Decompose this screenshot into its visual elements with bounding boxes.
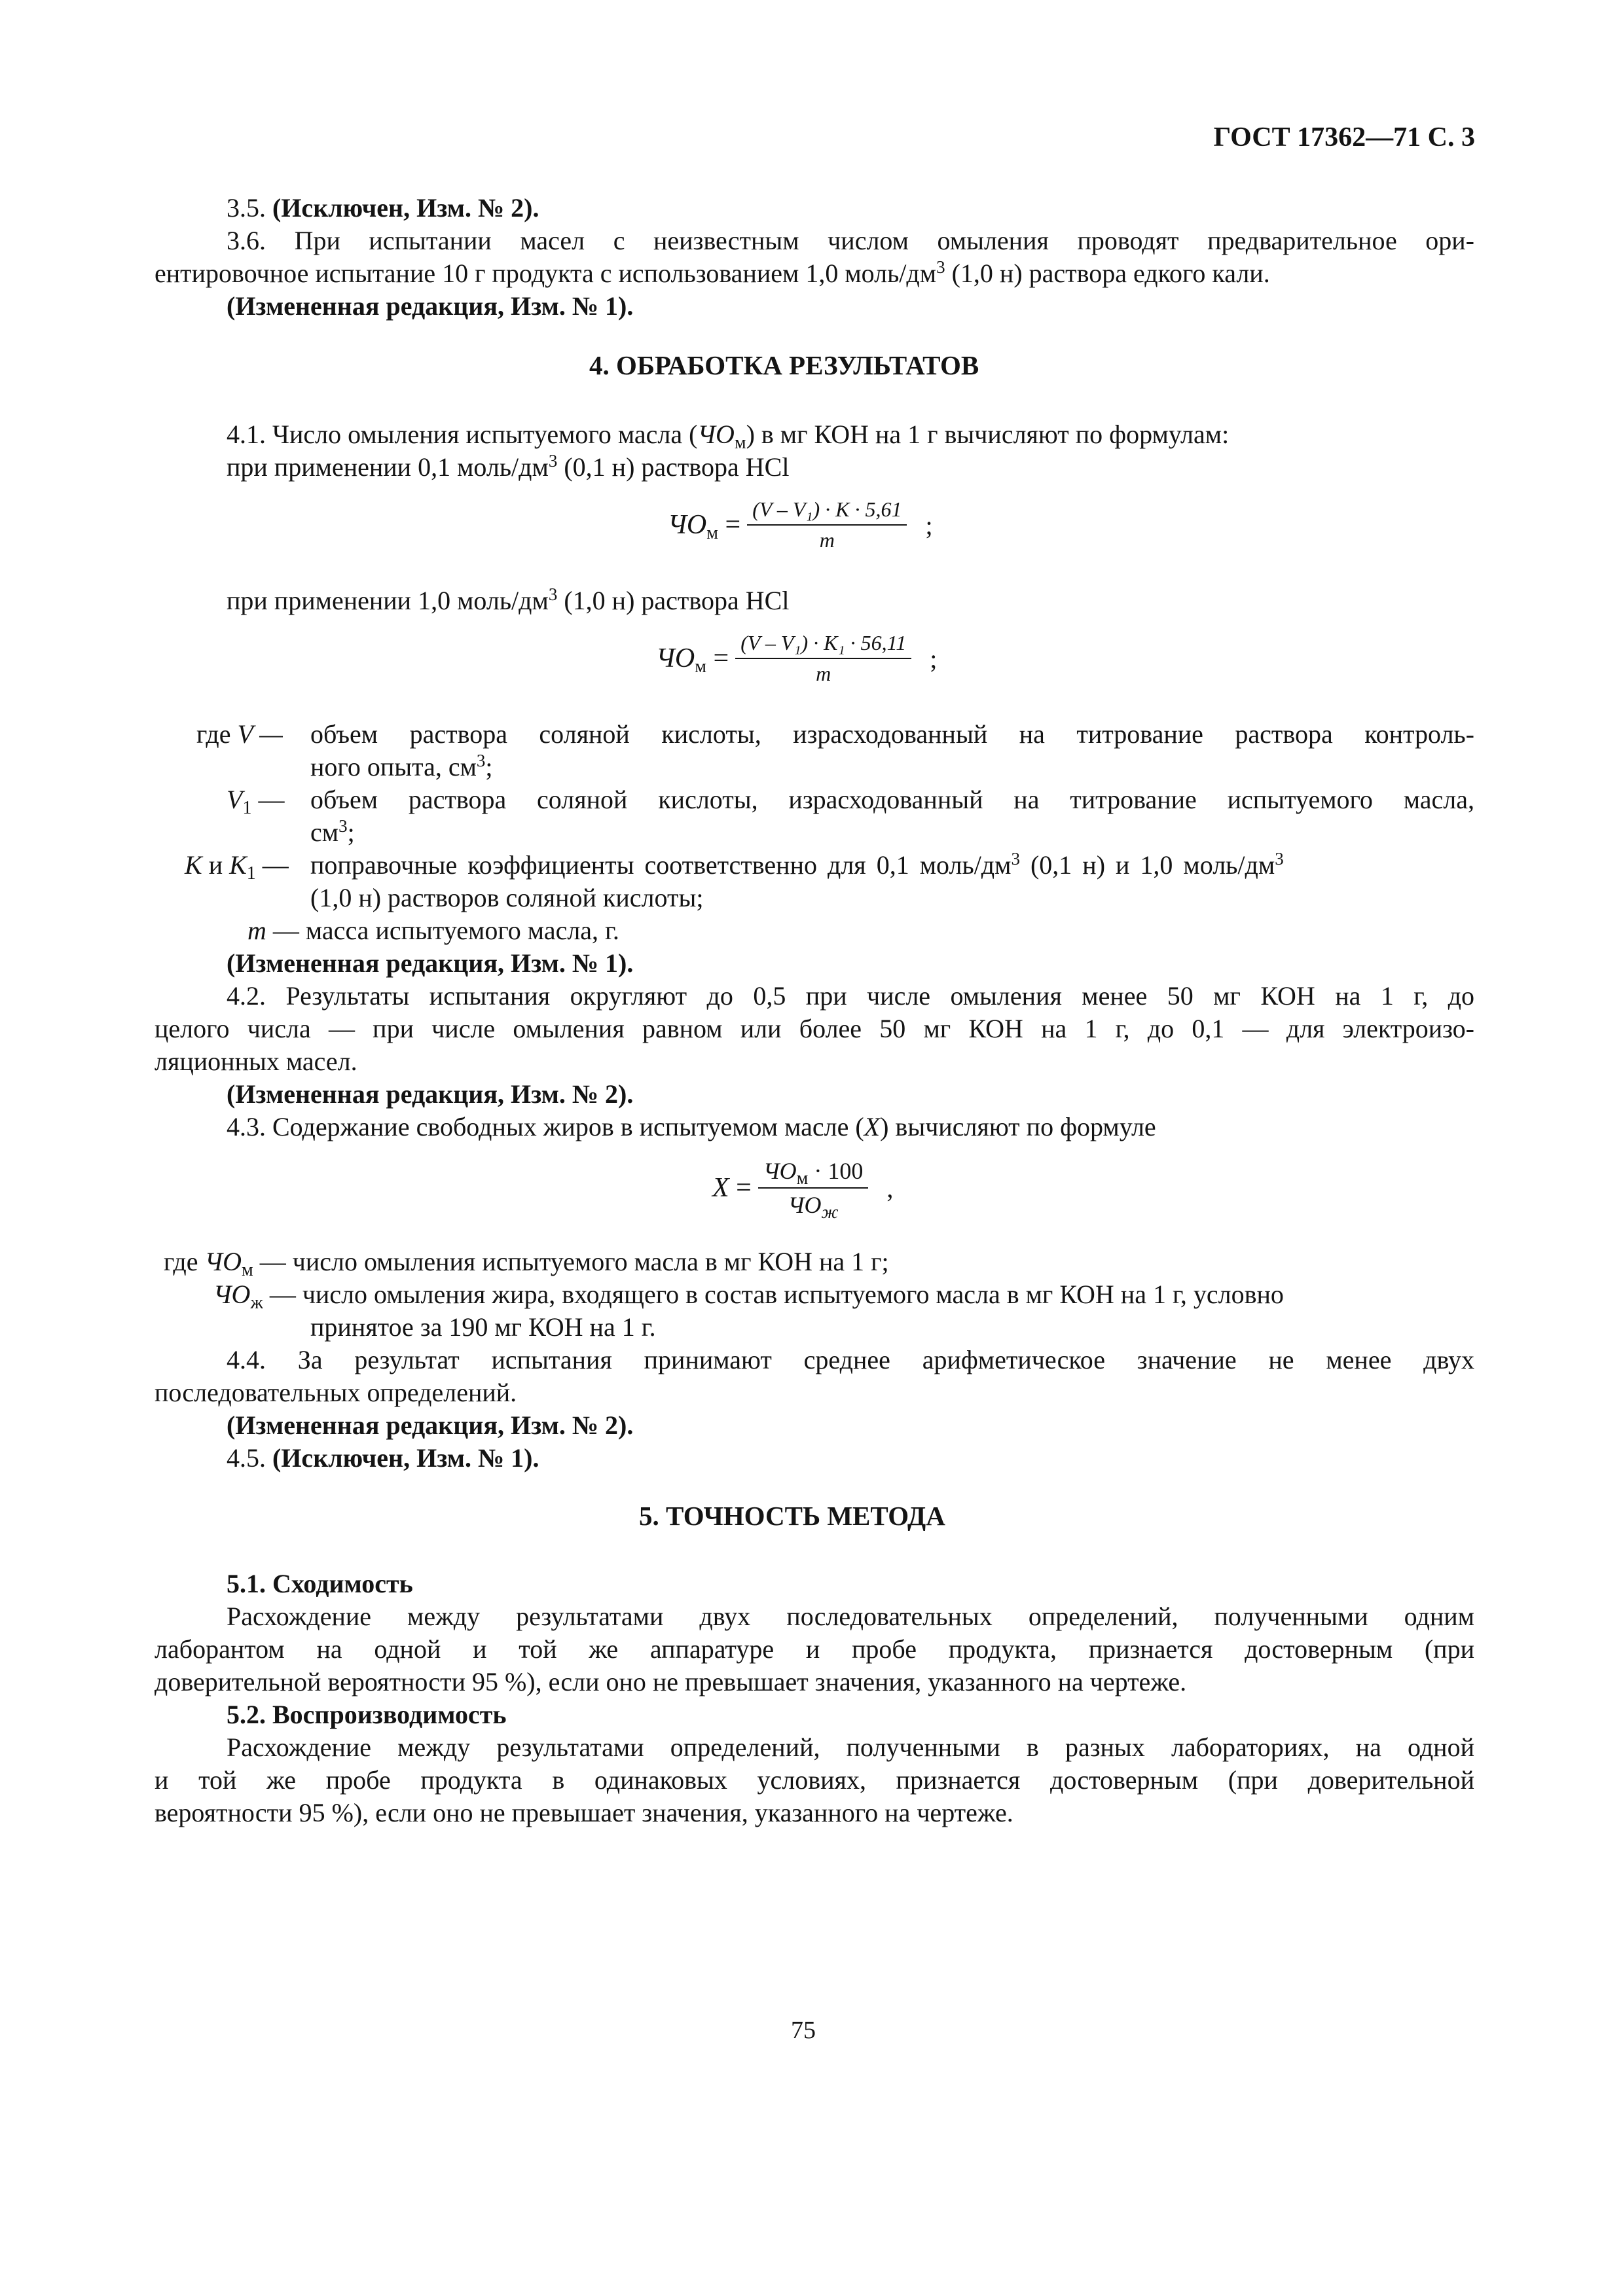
subsection-5-1-line-1: Расхождение между результатами двух последовательных определений, полученными одним [227,1602,1474,1631]
superscript: 3 [548,584,558,604]
text-run: (1,0 н) раствора едкого кали. [945,259,1270,288]
clause-4-4-line-1: 4.4. За результат испытания принимают среднее арифметическое значение не менее двух [227,1345,1474,1374]
subscript: м [706,523,718,543]
definition-v-line-1: объем раствора соляной кислоты, израсходованный на титрование раствора контроль- [310,719,1474,749]
definition-v-line-2 [310,751,493,782]
clause-3-5 [227,192,539,224]
text-run: (0,1 н) и 1,0 моль/дм [1019,850,1275,880]
definition-label-k [185,850,289,884]
subsection-title-5-2: 5.2. Воспроизводимость [227,1700,507,1729]
superscript: 3 [936,257,945,277]
numerator [758,1157,869,1189]
superscript: 3 [1275,849,1284,869]
text-run: где [164,1247,198,1276]
equals-sign: = [729,1173,752,1203]
clause-4-2-line-2: целого числа — при числе омыления равном или более 50 мг КОН на 1 г, до 0,1 — для электроизо- [155,1014,1474,1043]
formula-3 [712,1157,894,1223]
symbol: m [247,916,266,945]
definition-chozh-line-2: принятое за 190 мг КОН на 1 г. [310,1312,656,1342]
symbol: ЧО [788,1192,822,1218]
clause-excluded-note: (Исключен, Изм. № 1). [272,1443,539,1473]
amendment-note: (Измененная редакция, Изм. № 2). [227,1079,634,1109]
clause-4-1-line-2 [227,452,789,483]
superscript: 3 [476,751,486,770]
symbol: V [227,785,243,814]
definition-k-line-2: (1,0 н) растворов соляной кислоты; [310,883,704,912]
equals-sign: = [718,510,741,540]
subscript: ж [821,1202,839,1223]
text-run: поправочные коэффициенты соответственно для 0,1 моль/дм [310,850,1012,880]
superscript: 3 [338,816,348,836]
symbol: ЧО [697,420,735,449]
symbol: ЧО [204,1247,242,1276]
subsection-5-2-line-1: Расхождение между результатами определений, полученными в разных лабораториях, на одной [227,1732,1474,1762]
denominator: m [816,662,831,685]
text-run: ) вычисляют по формуле [880,1112,1156,1141]
symbol: ЧО [763,1158,797,1184]
text-run: при применении 1,0 моль/дм [227,586,549,615]
subsection-5-2-line-3: вероятности 95 %), если оно не превышает значения, указанного на чертеже. [155,1798,1013,1827]
text-run: ентировочное испытание 10 г продукта с использованием 1,0 моль/дм [155,259,937,288]
page-header: ГОСТ 17362—71 С. 3 [1213,122,1475,152]
text-run: — [251,785,285,814]
fraction [747,497,907,552]
amendment-note: (Измененная редакция, Изм. № 1). [227,948,634,978]
symbol: ЧО [668,510,707,540]
clause-4-4-line-2: последовательных определений. [155,1378,517,1407]
formula-lhs [656,643,729,677]
fraction [735,631,911,686]
text-run: 4.3. Содержание свободных жиров в испытуемом масле ( [227,1112,864,1141]
symbol: K [185,850,202,880]
amendment-note: (Измененная редакция, Изм. № 2). [227,1410,634,1440]
text-run: — [255,850,289,880]
symbol: X [864,1112,881,1141]
text-run: ; [485,752,493,781]
clause-4-1-line-1 [227,419,1230,453]
clause-4-1-line-3 [227,585,789,617]
punctuation: , [886,1173,894,1203]
clause-3-6-line-1: 3.6. При испытании масел с неизвестным числом омыления проводят предварительное ори- [227,226,1474,255]
subscript: м [695,656,706,677]
equals-sign: = [706,643,729,673]
clause-4-5 [227,1443,539,1474]
subsection-5-2-line-2: и той же пробе продукта в одинаковых условиях, признается достоверным (при доверительной [155,1765,1474,1795]
clause-number: 3.5. [227,193,266,223]
text-run: при применении 0,1 моль/дм [227,452,549,482]
text-run: (0,1 н) раствора HCl [557,452,790,482]
definition-v1-line-2 [310,817,355,848]
amendment-note: (Измененная редакция, Изм. № 1). [227,291,634,321]
denominator: m [819,528,835,552]
subsection-5-1-line-2: лаборантом на одной и той же аппаратуре и пробе продукта, признается достоверным (при [155,1634,1474,1664]
punctuation: ; [930,643,938,673]
formula-lhs [668,509,740,541]
superscript: 3 [1011,849,1020,869]
subscript: 1 [242,798,252,818]
subsection-title-5-1: 5.1. Сходимость [227,1569,413,1598]
formula-1 [668,497,933,552]
symbol: X [712,1173,729,1203]
clause-4-3 [227,1111,1156,1143]
text-run: (1,0 н) раствора HCl [557,586,790,615]
punctuation: ; [925,510,933,540]
text-run: · 100 [808,1158,864,1184]
definition-k-line-1 [310,850,1474,880]
clause-excluded-note: (Исключен, Изм. № 2). [272,193,539,223]
clause-number: 4.5. [227,1443,266,1473]
superscript: 3 [548,451,558,471]
fraction [758,1157,869,1223]
subsection-5-1-line-3: доверительной вероятности 95 %), если оно не превышает значения, указанного на чертеже. [155,1667,1187,1696]
clause-4-2-line-1: 4.2. Результаты испытания округляют до 0,5 при числе омыления менее 50 мг КОН на 1 г, до [227,981,1474,1011]
formula-lhs [712,1172,752,1204]
text-run: — масса испытуемого масла, г. [266,916,619,945]
symbol: V — [237,719,283,749]
numerator: (V – V₁) · K · 5,61 [747,497,907,526]
text-run: — число омыления жира, входящего в состав испытуемого масла в мг КОН на 1 г, условно [263,1280,1284,1309]
definition-m [247,915,619,946]
numerator: (V – V₁) · K₁ · 56,11 [735,631,911,659]
symbol: ЧО [656,643,695,673]
definition-label-v1 [227,784,285,818]
definition-v1-line-1: объем раствора соляной кислоты, израсходованный на титрование испытуемого масла, [310,785,1474,814]
clause-4-2-line-3: ляционных масел. [155,1047,357,1076]
section-heading-5: 5. ТОЧНОСТЬ МЕТОДА [639,1501,945,1531]
subscript: 1 [246,863,256,884]
subscript: м [241,1260,253,1280]
text-run: см [310,817,339,847]
formula-2 [656,631,937,686]
subscript: ж [250,1293,263,1313]
text-run: ного опыта, см [310,752,477,781]
subscript: м [796,1168,809,1189]
text-run: где [196,719,231,749]
text-run: 4.1. Число омыления испытуемого масла ( [227,420,698,449]
text-run: — число омыления испытуемого масла в мг КОН на 1 г; [253,1247,889,1276]
subscript: м [734,433,746,453]
text-run: и [202,850,230,880]
clause-3-6-line-2 [155,258,1270,289]
definition-chozh-line-1 [213,1279,1474,1313]
page-number: 75 [791,2017,816,2044]
definition-chom [164,1246,889,1280]
text-run: ; [347,817,355,847]
section-heading-4: 4. ОБРАБОТКА РЕЗУЛЬТАТОВ [589,350,979,380]
text-run: ) в мг КОН на 1 г вычисляют по формулам: [746,420,1230,449]
definition-label-v [196,719,283,749]
denominator [758,1189,869,1223]
symbol: ЧО [213,1280,251,1309]
symbol: K [229,850,247,880]
